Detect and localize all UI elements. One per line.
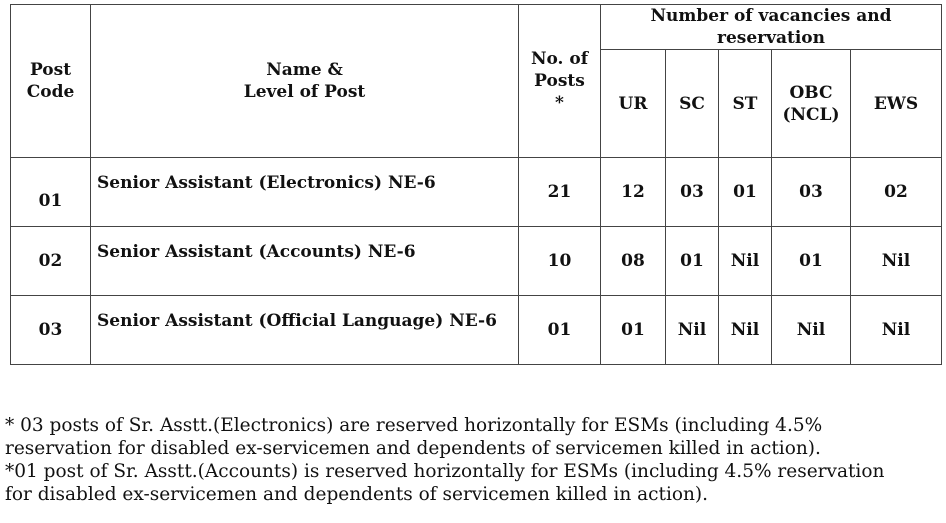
posts-count-cell: 21 — [519, 158, 601, 227]
table-row — [11, 296, 942, 365]
ews-cell: 02 — [851, 158, 942, 227]
header-no-of-posts: No. of Posts * — [519, 5, 601, 158]
sc-cell: 01 — [666, 227, 719, 296]
header-name-level: Name & Level of Post — [91, 5, 519, 158]
posts-count-cell: 01 — [519, 296, 601, 365]
obc-cell: 03 — [772, 158, 851, 227]
header-row-top — [11, 5, 942, 50]
post-code-cell: 03 — [11, 296, 91, 365]
vacancy-table — [10, 4, 942, 365]
post-name-cell: Senior Assistant (Electronics) NE-6 — [91, 158, 519, 227]
obc-cell: 01 — [772, 227, 851, 296]
sc-cell: 03 — [666, 158, 719, 227]
header-st: ST — [719, 50, 772, 158]
footnote-accounts: *01 post of Sr. Asstt.(Accounts) is reserved horizontally for ESMs (including 4.5% reservation for disabled ex-servicemen and dependents of servicemen killed in action). — [5, 461, 885, 505]
footnote-electronics: * 03 posts of Sr. Asstt.(Electronics) are reserved horizontally for ESMs (including 4.5% reservation for disabled ex-servicemen and dependents of servicemen killed in action). — [5, 415, 823, 459]
ews-cell: Nil — [851, 227, 942, 296]
posts-count-cell: 10 — [519, 227, 601, 296]
header-ews: EWS — [851, 50, 942, 158]
st-cell: Nil — [719, 296, 772, 365]
header-sc: SC — [666, 50, 719, 158]
table-row — [11, 227, 942, 296]
table-row — [11, 158, 942, 227]
st-cell: 01 — [719, 158, 772, 227]
ews-cell: Nil — [851, 296, 942, 365]
footnotes — [5, 414, 941, 506]
sc-cell: Nil — [666, 296, 719, 365]
post-code-cell: 02 — [11, 227, 91, 296]
header-vacancies-group: Number of vacancies and reservation — [601, 5, 942, 50]
post-code-cell: 01 — [11, 158, 91, 227]
ur-cell: 12 — [601, 158, 666, 227]
post-name-cell: Senior Assistant (Accounts) NE-6 — [91, 227, 519, 296]
st-cell: Nil — [719, 227, 772, 296]
header-ur: UR — [601, 50, 666, 158]
post-name-cell: Senior Assistant (Official Language) NE-6 — [91, 296, 519, 365]
header-post-code: Post Code — [11, 5, 91, 158]
ur-cell: 08 — [601, 227, 666, 296]
obc-cell: Nil — [772, 296, 851, 365]
ur-cell: 01 — [601, 296, 666, 365]
header-obc: OBC (NCL) — [772, 50, 851, 158]
